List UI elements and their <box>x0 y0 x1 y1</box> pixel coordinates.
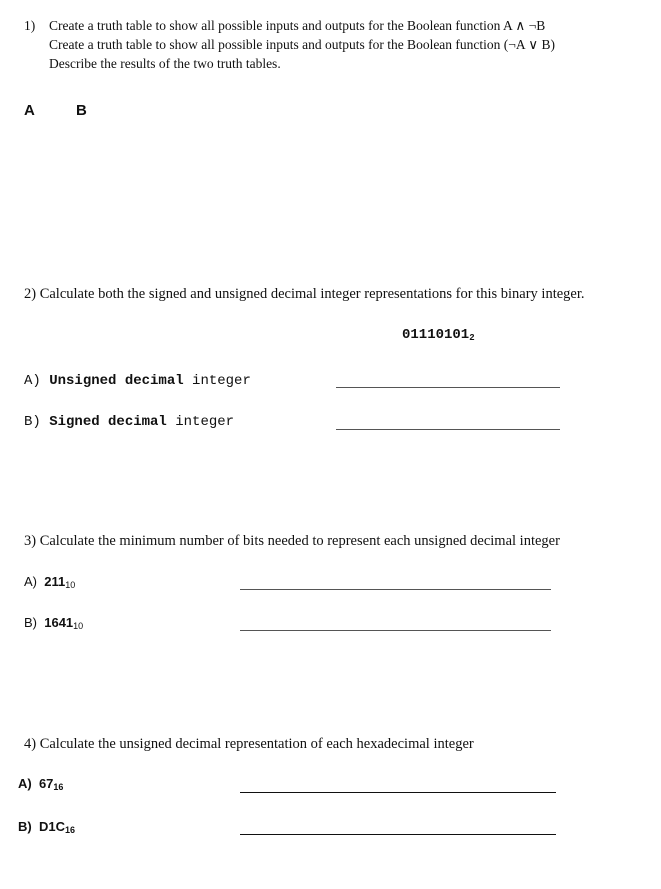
q3-a-label: A) <box>24 574 37 589</box>
binary-base: 2 <box>469 333 475 343</box>
q3-b-label: B) <box>24 615 37 630</box>
q4-a-value: 67 <box>38 776 54 791</box>
q2-prompt: 2) Calculate both the signed and unsigned decimal integer representations for this binary integer. <box>24 286 585 302</box>
binary-digits: 01110101 <box>402 327 470 343</box>
q3-a-base: 10 <box>65 580 76 590</box>
q2-b-bold: Signed decimal <box>49 414 167 430</box>
q2-part-a <box>24 373 251 389</box>
q2-a-answer-line[interactable] <box>336 387 560 388</box>
q2-b-label: B) <box>24 414 41 430</box>
q3-b-answer-line[interactable] <box>240 630 551 631</box>
q1-line-1: Create a truth table to show all possible inputs and outputs for the Boolean function A ∧ ¬B <box>49 18 546 33</box>
q4-a-answer-line[interactable] <box>240 792 556 793</box>
q3-a-answer-line[interactable] <box>240 589 551 590</box>
q4-prompt: 4) Calculate the unsigned decimal representation of each hexadecimal integer <box>24 736 474 752</box>
q3-prompt: 3) Calculate the minimum number of bits needed to represent each unsigned decimal integer <box>24 533 560 549</box>
q4-b-base: 16 <box>64 825 75 835</box>
q4-b-label: B) <box>18 819 32 834</box>
q4-part-a <box>18 776 63 792</box>
q2-a-label: A) <box>24 373 41 389</box>
q4-b-value: D1C <box>38 819 65 834</box>
q2-b-answer-line[interactable] <box>336 429 560 430</box>
q1-number: 1) <box>24 18 36 33</box>
binary-value <box>402 327 475 343</box>
truth-table-header-b: B <box>76 102 87 119</box>
q4-part-b <box>18 819 75 835</box>
q2-a-bold: Unsigned decimal <box>49 373 184 389</box>
q1-line-2: Create a truth table to show all possible inputs and outputs for the Boolean function (¬A ∨ B) <box>49 37 556 52</box>
q3-part-a <box>24 574 75 590</box>
q2-part-b <box>24 414 234 430</box>
q2-b-rest: integer <box>175 414 235 430</box>
q3-b-value: 1641 <box>44 615 74 630</box>
q3-b-base: 10 <box>73 621 84 631</box>
truth-table-header-a: A <box>24 102 35 119</box>
q1-line-3: Describe the results of the two truth tables. <box>49 56 281 71</box>
q4-b-answer-line[interactable] <box>240 834 556 835</box>
q3-part-b <box>24 615 83 631</box>
q4-a-base: 16 <box>53 782 64 792</box>
q4-a-label: A) <box>18 776 32 791</box>
q2-a-rest: integer <box>192 373 251 389</box>
q3-a-value: 211 <box>44 574 66 589</box>
